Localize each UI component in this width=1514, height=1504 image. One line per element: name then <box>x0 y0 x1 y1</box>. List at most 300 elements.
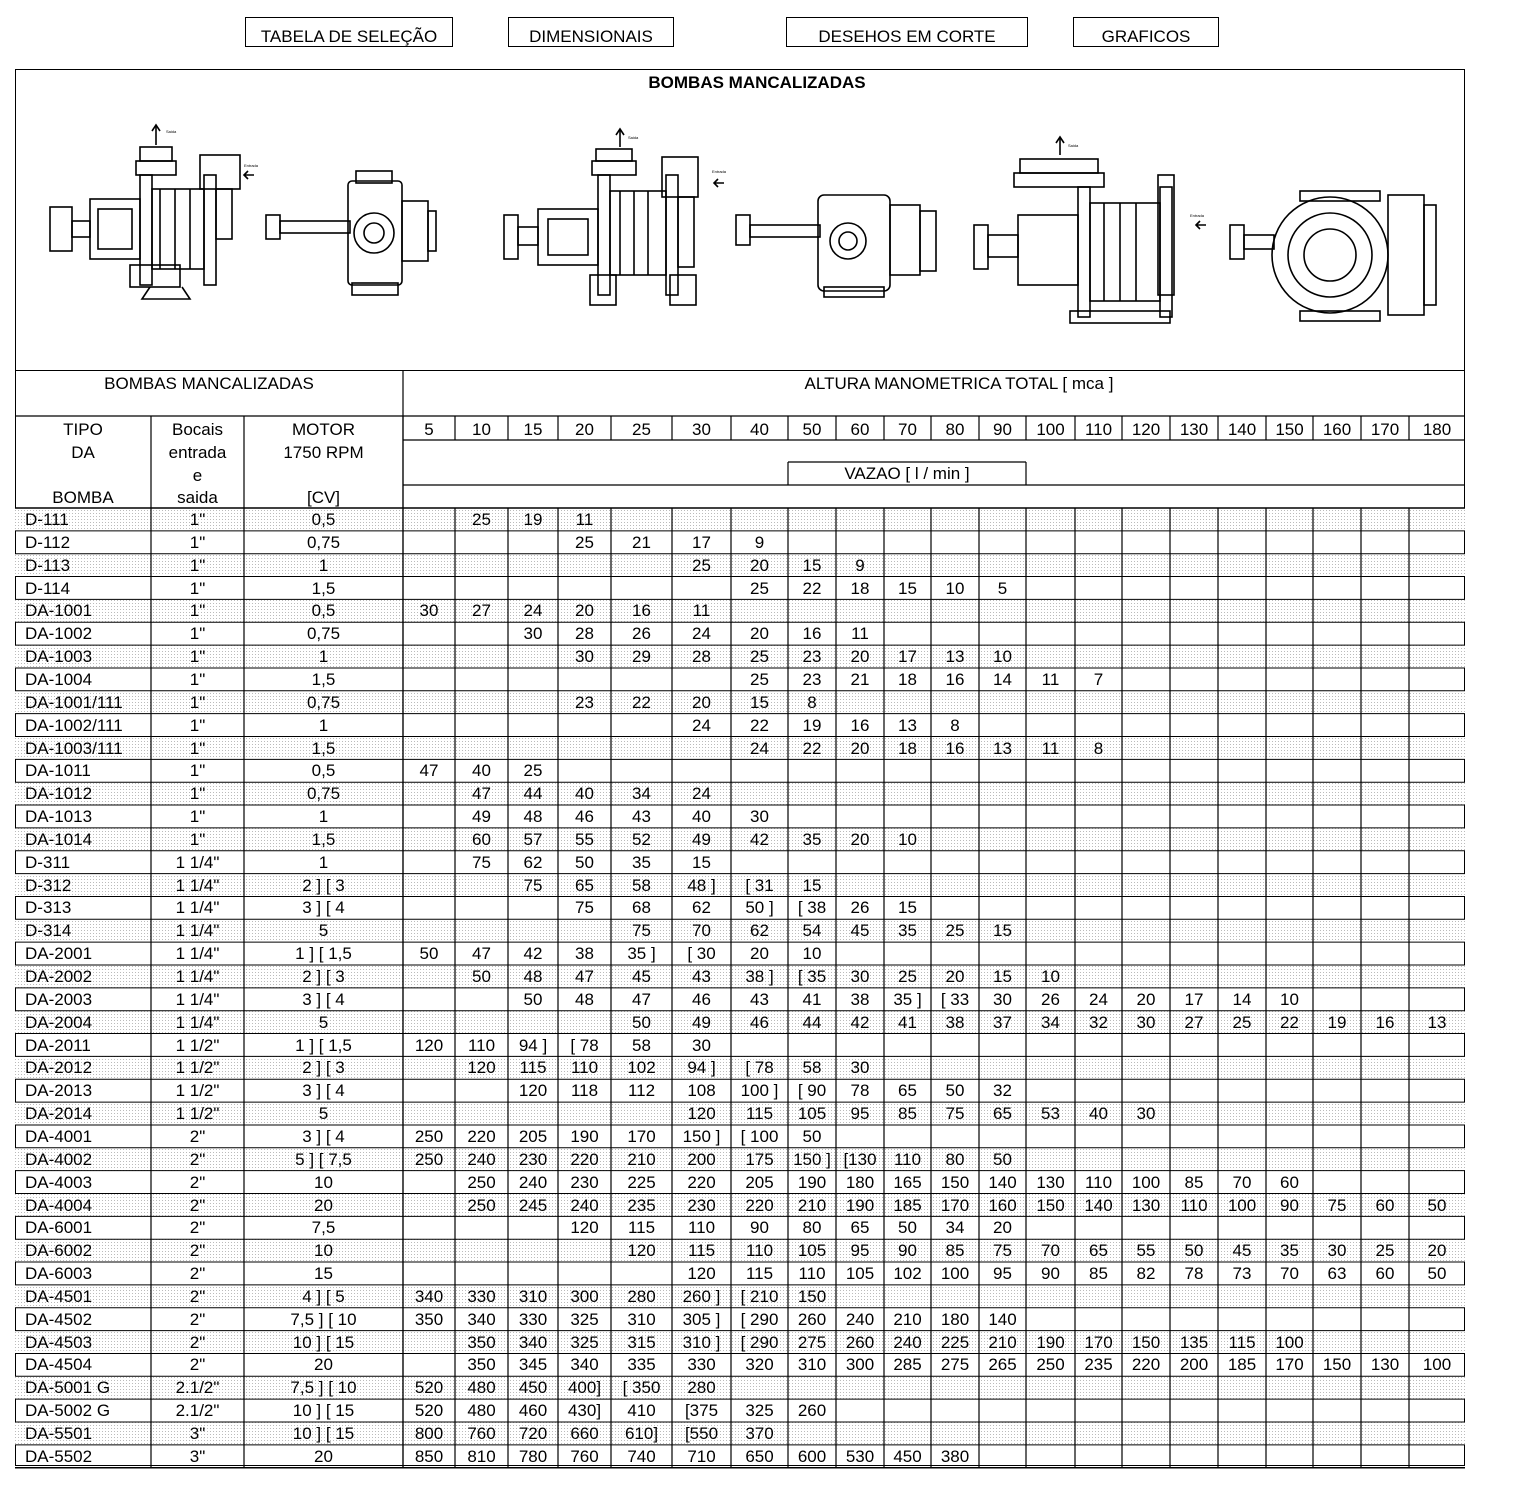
cell-bocais: 1" <box>189 532 206 552</box>
cell-vazao: 120 <box>687 1264 716 1284</box>
cell-vazao: 190 <box>1036 1332 1065 1352</box>
cell-motor: 1 <box>318 647 329 667</box>
cell-vazao: 100 <box>940 1264 970 1284</box>
cell-vazao: 250 <box>1036 1355 1065 1375</box>
cell-vazao: 75 <box>575 898 594 918</box>
cell-vazao: 24 <box>523 601 543 621</box>
cell-vazao: 350 <box>467 1355 496 1375</box>
cell-vazao: 24 <box>692 624 711 644</box>
cell-vazao: 18 <box>898 738 917 758</box>
cell-vazao: 9 <box>754 532 765 552</box>
cell-vazao: 120 <box>627 1241 656 1261</box>
tab-tabela-de-selecao[interactable]: TABELA DE SELEÇÃO <box>245 17 453 47</box>
cell-vazao: 10 <box>1041 967 1060 986</box>
cell-vazao: 26 <box>850 898 870 918</box>
cell-vazao: 85 <box>1184 1172 1204 1192</box>
cell-vazao: 15 <box>993 967 1012 986</box>
cell-tipo: DA-5502 <box>25 1446 93 1466</box>
cell-vazao: 43 <box>632 807 651 827</box>
cell-vazao: 230 <box>570 1172 599 1192</box>
cell-vazao: 410 <box>627 1401 656 1421</box>
cell-vazao: 10 <box>898 829 917 849</box>
cell-vazao: 13 <box>945 647 965 667</box>
cell-vazao: 90 <box>898 1241 917 1261</box>
cell-bocais: 1 1/4" <box>175 1012 220 1032</box>
cell-vazao: 75 <box>632 921 651 941</box>
cell-vazao: 30 <box>993 989 1012 1009</box>
head-value: 60 <box>850 420 870 439</box>
cell-vazao: 720 <box>518 1424 548 1443</box>
cell-vazao: 105 <box>797 1104 827 1124</box>
header-altura-manometrica: ALTURA MANOMETRICA TOTAL [ mca ] <box>804 374 1114 393</box>
cell-vazao: 310 ] <box>682 1332 721 1352</box>
cell-vazao: 40 <box>472 761 491 781</box>
cell-vazao: 120 <box>518 1081 548 1101</box>
cell-vazao: 7 <box>1093 669 1104 689</box>
cell-vazao: 37 <box>993 1012 1012 1032</box>
cell-vazao: 14 <box>993 669 1012 689</box>
cell-vazao: 150 <box>797 1286 827 1306</box>
cell-tipo: D-314 <box>25 921 72 941</box>
cell-motor: 7,5 ] [ 10 <box>290 1378 357 1398</box>
cell-vazao: 19 <box>802 715 822 735</box>
header-tipo-line: DA <box>71 443 95 462</box>
cell-vazao: 110 <box>1180 1195 1208 1215</box>
cell-vazao: 50 <box>802 1126 822 1146</box>
cell-vazao: 115 <box>627 1218 656 1238</box>
cell-vazao: 230 <box>687 1195 716 1215</box>
cell-motor: 3 ] [ 4 <box>302 1126 345 1146</box>
cell-vazao: 310 <box>518 1286 548 1306</box>
tab-dimensionais[interactable]: DIMENSIONAIS <box>508 17 674 47</box>
cell-vazao: 75 <box>993 1241 1012 1261</box>
cell-vazao: 52 <box>632 829 651 849</box>
cell-bocais: 3" <box>189 1446 206 1466</box>
cell-vazao: 20 <box>850 738 870 758</box>
cell-vazao: 400] <box>567 1378 602 1398</box>
cell-tipo: D-313 <box>25 898 72 918</box>
cell-motor: 1 ] [ 1,5 <box>295 944 352 964</box>
cell-motor: 0,5 <box>311 510 336 529</box>
cell-vazao: 115 <box>687 1241 716 1261</box>
cell-tipo: DA-1001/111 <box>25 692 123 712</box>
cell-vazao: 15 <box>692 852 711 872</box>
cell-vazao: 115 <box>745 1264 774 1284</box>
cell-vazao: 260 <box>845 1332 875 1352</box>
cell-vazao: 180 <box>940 1309 970 1329</box>
cell-vazao: 28 <box>692 647 711 667</box>
cell-tipo: D-311 <box>25 852 71 872</box>
cell-vazao: 94 ] <box>518 1035 548 1055</box>
entrada-label-1: Entrada <box>244 163 259 168</box>
cell-vazao: 38 <box>575 944 594 964</box>
cell-vazao: 75 <box>1327 1195 1347 1215</box>
cell-vazao: 17 <box>898 647 917 667</box>
tab-graficos[interactable]: GRAFICOS <box>1073 17 1219 47</box>
cell-vazao: 44 <box>523 784 543 804</box>
cell-vazao: 10 <box>802 944 822 964</box>
cell-vazao: 55 <box>1136 1241 1156 1261</box>
cell-vazao: 235 <box>1084 1355 1113 1375</box>
cell-vazao: 710 <box>687 1446 716 1466</box>
cell-vazao: 110 <box>745 1241 774 1261</box>
cell-vazao: 240 <box>570 1195 599 1215</box>
cell-vazao: 165 <box>893 1172 922 1192</box>
cell-vazao: 250 <box>414 1126 444 1146</box>
cell-motor: 3 ] [ 4 <box>302 1081 345 1101</box>
cell-vazao: 112 <box>627 1081 656 1101</box>
head-value: 5 <box>424 420 434 439</box>
cell-vazao: 90 <box>1280 1195 1299 1215</box>
cell-motor: 0,75 <box>306 784 341 804</box>
cell-vazao: 130 <box>1131 1195 1161 1215</box>
cell-vazao: [ 38 <box>797 898 827 918</box>
cell-vazao: 450 <box>893 1446 922 1466</box>
cell-vazao: 610] <box>624 1424 659 1443</box>
cell-tipo: DA-4004 <box>25 1195 93 1215</box>
cell-vazao: [ 78 <box>570 1035 599 1055</box>
cell-vazao: 21 <box>632 532 651 552</box>
cell-motor: 20 <box>314 1355 333 1375</box>
cell-vazao: 205 <box>745 1172 774 1192</box>
cell-vazao: 85 <box>1089 1264 1108 1284</box>
cell-vazao: 10 <box>1280 989 1299 1009</box>
cell-tipo: D-112 <box>25 532 71 552</box>
cell-vazao: 16 <box>945 738 965 758</box>
cell-vazao: 340 <box>414 1286 444 1306</box>
cell-vazao: 22 <box>802 738 822 758</box>
cell-vazao: 41 <box>802 989 822 1009</box>
header-bocais-line: Bocais <box>171 420 224 439</box>
cell-vazao: 47 <box>632 989 651 1009</box>
cell-vazao: 110 <box>570 1058 599 1078</box>
cell-vazao: 150 <box>1036 1195 1065 1215</box>
cell-vazao: 20 <box>575 601 594 621</box>
cell-vazao: 50 <box>419 944 439 964</box>
cell-vazao: 345 <box>518 1355 548 1375</box>
cell-vazao: 20 <box>1136 989 1156 1009</box>
cell-motor: 2 ] [ 3 <box>302 967 345 986</box>
cell-vazao: 100 <box>1275 1332 1304 1352</box>
cell-vazao: 95 <box>993 1264 1012 1284</box>
cell-vazao: 11 <box>692 601 711 621</box>
cell-tipo: DA-2004 <box>25 1012 93 1032</box>
cell-vazao: 45 <box>632 967 651 986</box>
head-value: 10 <box>472 420 491 439</box>
cell-vazao: 15 <box>898 578 917 598</box>
cell-vazao: 20 <box>692 692 711 712</box>
cell-vazao: 220 <box>1131 1355 1161 1375</box>
head-value: 90 <box>993 420 1012 439</box>
cell-vazao: 110 <box>798 1264 826 1284</box>
cell-vazao: 10 <box>993 647 1012 667</box>
cell-bocais: 1 1/4" <box>175 944 220 964</box>
cell-bocais: 1" <box>189 761 206 781</box>
cell-vazao: 480 <box>467 1378 496 1398</box>
cell-vazao: 49 <box>692 1012 711 1032</box>
cell-vazao: 220 <box>570 1149 599 1169</box>
head-value: 25 <box>632 420 651 439</box>
head-value: 170 <box>1370 420 1400 439</box>
saida-label-2: Saida <box>628 135 639 140</box>
cell-vazao: 50 <box>575 852 594 872</box>
cell-vazao: 130 <box>1370 1355 1400 1375</box>
cell-vazao: 340 <box>518 1332 548 1352</box>
cell-vazao: 260 <box>797 1401 827 1421</box>
cell-tipo: DA-4504 <box>25 1355 93 1375</box>
cell-bocais: 1" <box>189 601 206 621</box>
cell-vazao: 240 <box>845 1309 875 1329</box>
cell-vazao: 9 <box>855 555 865 575</box>
cell-vazao: 35 <box>898 921 917 941</box>
cell-vazao: 240 <box>518 1172 548 1192</box>
head-value: 30 <box>692 420 711 439</box>
cell-tipo: D-111 <box>25 510 69 529</box>
cell-vazao: 110 <box>687 1218 716 1238</box>
cell-bocais: 1" <box>189 715 206 735</box>
cell-vazao: 42 <box>750 829 769 849</box>
cell-vazao: 94 ] <box>687 1058 716 1078</box>
cell-bocais: 1" <box>189 555 206 575</box>
cell-vazao: 27 <box>472 601 491 621</box>
cell-vazao: 50 <box>1427 1195 1447 1215</box>
cell-vazao: 48 <box>523 967 543 986</box>
cell-vazao: 120 <box>414 1035 444 1055</box>
cell-vazao: 25 <box>692 555 711 575</box>
cell-vazao: 850 <box>414 1446 444 1466</box>
cell-vazao: 20 <box>750 624 769 644</box>
cell-motor: 1,5 <box>311 738 336 758</box>
cell-motor: 5 ] [ 7,5 <box>295 1149 352 1169</box>
cell-vazao: 380 <box>940 1446 970 1466</box>
cell-vazao: 40 <box>1089 1104 1108 1124</box>
cell-bocais: 1 1/4" <box>175 852 220 872</box>
cell-vazao: 100 <box>1422 1355 1452 1375</box>
cell-vazao: 150 ] <box>682 1126 721 1146</box>
cell-vazao: 260 <box>797 1309 827 1329</box>
cell-vazao: 54 <box>802 921 822 941</box>
cell-vazao: 65 <box>898 1081 917 1101</box>
cell-vazao: 20 <box>945 967 965 986</box>
cell-vazao: 25 <box>1232 1012 1252 1032</box>
cell-vazao: 75 <box>945 1104 965 1124</box>
cell-vazao: 27 <box>1184 1012 1204 1032</box>
cell-motor: 5 <box>318 1012 329 1032</box>
cell-vazao: 20 <box>750 944 769 964</box>
cell-vazao: 30 <box>575 647 594 667</box>
cell-vazao: 245 <box>518 1195 548 1215</box>
cell-vazao: 235 <box>627 1195 656 1215</box>
cell-vazao: 47 <box>419 761 439 781</box>
cell-bocais: 1" <box>189 578 206 598</box>
cell-vazao: 42 <box>523 944 543 964</box>
cell-vazao: 180 <box>845 1172 875 1192</box>
cell-vazao: 95 <box>850 1104 870 1124</box>
head-value: 70 <box>898 420 917 439</box>
cell-vazao: 47 <box>472 944 491 964</box>
cell-vazao: 34 <box>632 784 651 804</box>
cell-tipo: DA-1001 <box>25 601 93 621</box>
cell-motor: 0,75 <box>306 624 341 644</box>
tab-desenhos-em-corte[interactable]: DESEHOS EM CORTE <box>786 17 1028 47</box>
cell-vazao: 25 <box>898 967 917 986</box>
cell-vazao: 310 <box>797 1355 827 1375</box>
cell-tipo: DA-1011 <box>25 761 91 781</box>
cell-vazao: 210 <box>797 1195 827 1215</box>
cell-vazao: 25 <box>575 532 594 552</box>
cell-vazao: 300 <box>570 1286 599 1306</box>
cell-vazao: 320 <box>745 1355 774 1375</box>
cell-vazao: 520 <box>414 1401 444 1421</box>
cell-bocais: 2" <box>189 1309 206 1329</box>
cell-motor: 0,5 <box>311 761 336 781</box>
cell-vazao: 40 <box>575 784 594 804</box>
cell-vazao: 102 <box>627 1058 656 1078</box>
cell-vazao: [550 <box>684 1424 719 1443</box>
cell-vazao: 170 <box>940 1195 970 1215</box>
cell-tipo: D-312 <box>25 875 72 895</box>
cell-vazao: 102 <box>893 1264 922 1284</box>
cell-vazao: 30 <box>692 1035 711 1055</box>
cell-vazao: 14 <box>1232 989 1252 1009</box>
cell-vazao: 210 <box>988 1332 1017 1352</box>
cell-bocais: 3" <box>189 1424 206 1443</box>
cell-bocais: 2" <box>189 1355 206 1375</box>
cell-tipo: DA-2013 <box>25 1081 93 1101</box>
cell-vazao: 60 <box>1375 1195 1395 1215</box>
cell-vazao: 55 <box>575 829 594 849</box>
cell-vazao: 260 ] <box>682 1286 721 1306</box>
cell-vazao: 16 <box>945 669 965 689</box>
cell-vazao: 75 <box>523 875 543 895</box>
cell-motor: 20 <box>314 1446 333 1466</box>
head-value: 150 <box>1275 420 1304 439</box>
cell-vazao: 50 <box>993 1149 1012 1169</box>
cell-vazao: 53 <box>1041 1104 1060 1124</box>
cell-motor: 1,5 <box>311 829 336 849</box>
cell-vazao: 63 <box>1327 1264 1347 1284</box>
cell-vazao: 8 <box>1093 738 1104 758</box>
cell-vazao: 78 <box>850 1081 870 1101</box>
cell-bocais: 1 1/2" <box>175 1058 220 1078</box>
header-bocais-line: entrada <box>168 443 227 462</box>
head-value: 80 <box>945 420 965 439</box>
cell-vazao: 430] <box>567 1401 602 1421</box>
cell-tipo: DA-2012 <box>25 1058 93 1078</box>
cell-vazao: 760 <box>570 1446 599 1466</box>
cell-vazao: 46 <box>750 1012 769 1032</box>
head-value: 50 <box>802 420 822 439</box>
header-vazao: VAZAO [ l / min ] <box>844 464 970 483</box>
cell-vazao: 24 <box>692 784 711 804</box>
cell-vazao: 600 <box>797 1446 827 1466</box>
cell-vazao: 13 <box>993 738 1012 758</box>
cell-vazao: 15 <box>898 898 917 918</box>
cell-bocais: 1 1/4" <box>175 989 220 1009</box>
cell-vazao: 330 <box>518 1309 548 1329</box>
cell-vazao: 18 <box>898 669 917 689</box>
cell-vazao: 34 <box>1041 1012 1060 1032</box>
cell-vazao: 17 <box>692 532 711 552</box>
cell-vazao: 46 <box>575 807 594 827</box>
cell-vazao: 210 <box>627 1149 656 1169</box>
head-value: 20 <box>575 420 594 439</box>
cell-vazao: 22 <box>632 692 651 712</box>
cell-vazao: 330 <box>687 1355 716 1375</box>
cell-vazao: 22 <box>1280 1012 1299 1032</box>
cell-vazao: 140 <box>1084 1195 1113 1215</box>
cell-vazao: 275 <box>797 1332 827 1352</box>
cell-vazao: 21 <box>850 669 870 689</box>
cell-vazao: 65 <box>850 1218 870 1238</box>
cell-tipo: DA-6002 <box>25 1241 93 1261</box>
cell-vazao: 35 <box>802 829 822 849</box>
cell-vazao: 70 <box>1280 1264 1299 1284</box>
cell-vazao: 16 <box>1375 1012 1395 1032</box>
cell-bocais: 1" <box>189 829 206 849</box>
cell-vazao: 275 <box>940 1355 970 1375</box>
cell-tipo: DA-2003 <box>25 989 93 1009</box>
cell-vazao: 38 <box>945 1012 965 1032</box>
cell-vazao: 62 <box>523 852 543 872</box>
cell-motor: 2 ] [ 3 <box>302 1058 345 1078</box>
cell-vazao: 315 <box>627 1332 656 1352</box>
cell-bocais: 1" <box>189 669 206 689</box>
cell-vazao: 250 <box>414 1149 444 1169</box>
cell-vazao: 35 <box>1280 1241 1299 1261</box>
cell-vazao: 78 <box>1184 1264 1204 1284</box>
cell-vazao: [ 210 <box>740 1286 779 1306</box>
cell-vazao: 105 <box>797 1241 827 1261</box>
cell-bocais: 1" <box>189 692 206 712</box>
cell-vazao: 170 <box>1275 1355 1304 1375</box>
cell-vazao: 32 <box>1089 1012 1108 1032</box>
cell-vazao: 210 <box>893 1309 922 1329</box>
cell-vazao: 62 <box>692 898 711 918</box>
cell-vazao: 50 <box>1184 1241 1204 1261</box>
saida-label-1: Saida <box>166 129 177 134</box>
cell-vazao: 280 <box>627 1286 656 1306</box>
cell-motor: 0,75 <box>306 692 341 712</box>
cell-vazao: 800 <box>414 1424 444 1443</box>
cell-vazao: 150 ] <box>793 1149 831 1169</box>
cell-vazao: 65 <box>993 1104 1012 1124</box>
cell-bocais: 1" <box>189 738 206 758</box>
cell-vazao: 120 <box>570 1218 599 1238</box>
cell-tipo: DA-1013 <box>25 807 93 827</box>
cell-vazao: 100 <box>1131 1172 1161 1192</box>
cell-vazao: 82 <box>1136 1264 1156 1284</box>
cell-vazao: 47 <box>472 784 491 804</box>
cell-vazao: 780 <box>518 1446 548 1466</box>
head-value: 130 <box>1179 420 1209 439</box>
cell-vazao: 19 <box>523 510 543 529</box>
cell-vazao: [ 33 <box>940 989 970 1009</box>
cell-vazao: 58 <box>632 1035 651 1055</box>
cell-vazao: 140 <box>988 1309 1017 1329</box>
cell-motor: 20 <box>314 1195 333 1215</box>
cell-motor: 4 ] [ 5 <box>302 1286 345 1306</box>
cell-motor: 1,5 <box>311 578 336 598</box>
cell-vazao: [ 290 <box>740 1309 779 1329</box>
cell-vazao: 30 <box>1327 1241 1347 1261</box>
cell-vazao: 300 <box>845 1355 875 1375</box>
header-bombas-mancalizadas: BOMBAS MANCALIZADAS <box>104 374 314 393</box>
header-bocais-line: saida <box>177 488 218 507</box>
cell-tipo: DA-1012 <box>25 784 93 804</box>
cell-tipo: DA-6003 <box>25 1264 93 1284</box>
cell-vazao: [ 78 <box>745 1058 774 1078</box>
